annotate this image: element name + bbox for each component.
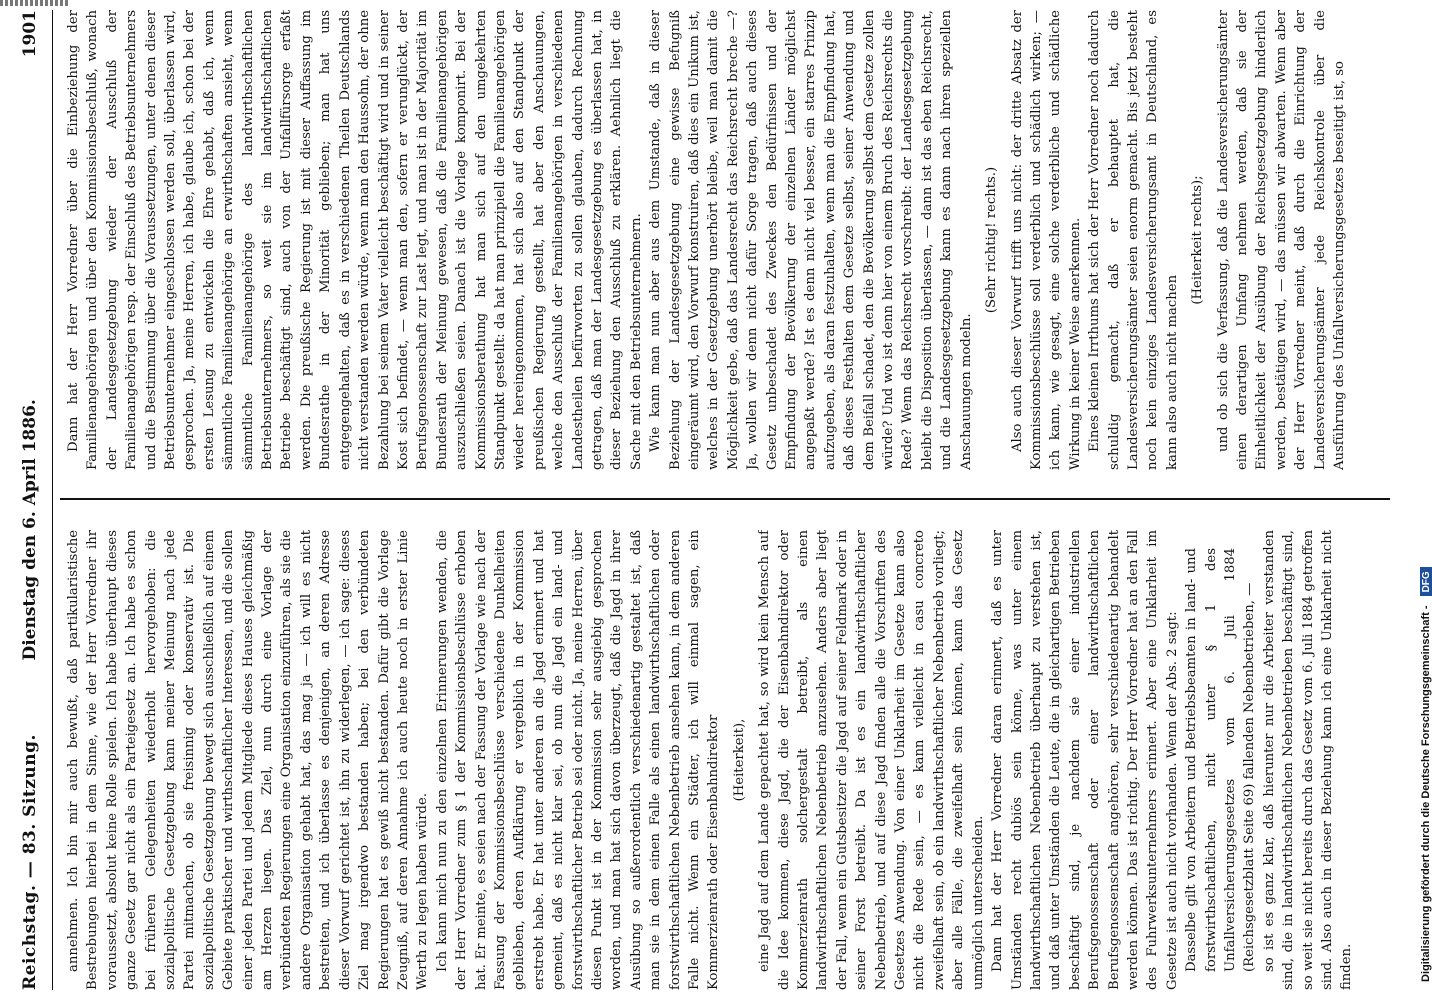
- quoted-law-text: Dasselbe gilt von Arbeitern und Betriebsbeamten in land- und forstwirthschaftlichen, nicht unter § 1 des Unfallversicherungsgesetzes vom 6. Juli 1884 (Reichsgesetzblatt Seite 69) fallenden Nebenbetrieben, —: [1184, 548, 1258, 972]
- paragraph: Dann hat der Herr Vorredner daran erinnert, daß es unter Umständen recht dubiös sein könne, was unter einem landwirthschaftlichen Nebenbetrieb überhaupt zu verstehen ist, und daß unter Umständen die Leute, die in gleichartigen Betrieben beschäftigt sind, je nachdem sie einer industriellen Berufsgenossenschaft oder einer landwirthschaftlichen Berufsgenossenschaft angehören, sehr verschiedenartig behandelt werden können. Das ist richtig. Der Herr Vorredner hat an den Fall des Fuhrwerksunternehmers erinnert. Aber eine Unklarheit im Gesetze ist auch nicht vorhanden. Wenn der Abs. 2 sagt:: [990, 530, 1180, 990]
- right-column: [64, 10, 1384, 470]
- page-number: 1901: [20, 10, 40, 58]
- interjection: (Heiterkeit),: [731, 718, 747, 802]
- interjection: (Heiterkeit rechts);: [1190, 175, 1206, 305]
- paragraph: Ich kann mich nun zu den einzelnen Erinnerungen wenden, die der Herr Vorredner zum § 1 der Kommissionsbeschlüsse erhoben hat. Er meinte, es seien nach der Fassung der Vorlage wie nach der Fassung der Kommissionsbeschlüsse verschiedene Dunkelheiten geblieben, deren Aufklärung er vergeblich in der Kommission erstrebt habe. Er hat unter anderen an die Jagd erinnert und hat gemeint, daß es nicht klar sei, ob nun die Jagd ein land- und forstwirthschaftlicher Betrieb sei oder nicht. Ja, meine Herren, über diesen Punkt ist in der Kommission sehr ausgiebig gesprochen worden, und man hat sich davon überzeugt, daß die Jagd in ihrer Ausübung so außerordentlich verschiedenartig gestaltet ist, daß man sie in dem einen Falle als einen landwirthschaftlichen oder forstwirthschaftlichen Nebenbetrieb ansehen kann, in dem anderen Falle nicht. Wenn ein Städter, ich will einmal sagen, ein Kommerzienrath oder Eisenbahndirektor: [434, 530, 722, 990]
- header-session: Reichstag. — 83. Sitzung.: [20, 734, 40, 990]
- paragraph: eine Jagd auf dem Lande gepachtet hat, so wird kein Mensch auf die Idee kommen, diese Jagd, die der Eisenbahndirektor oder Kommerzienrath solchergestalt betreibt, als einen landwirthschaftlichen Nebenbetrieb anzusehen. Anders aber liegt der Fall, wenn ein Gutsbesitzer die Jagd auf seiner Feldmark oder in seiner Forst betreibt. Da ist es ein landwirthschaftlicher Nebenbetrieb, und auf diese Jagd finden alle die Vorschriften des Gesetzes Anwendung. Von einer Unklarheit im Gesetze kann also nicht die Rede sein, — es kann vielleicht in casu concreto zweifelhaft sein, ob ein landwirthschaftlicher Nebenbetrieb vorliegt; aber alle Fälle, die zweifelhaft sein können, kann das Gesetz unmöglich unterscheiden.: [757, 530, 986, 990]
- paragraph: so ist es ganz klar, daß hierunter nur die Arbeiter verstanden sind, die in landwirthschaftlichen Nebenbetrieben beschäftigt sind, so weit sie nicht bereits durch das Gesetz vom 6. Juli 1884 getroffen sind. Also auch in dieser Beziehung kann ich eine Unklarheit nicht finden.: [1261, 530, 1355, 990]
- header-date: Dienstag den 6. April 1886.: [20, 399, 40, 661]
- left-column: [64, 530, 1384, 990]
- dfg-logo: DFG: [1420, 567, 1432, 596]
- interjection: (Sehr richtig! rechts.): [984, 166, 1000, 314]
- paragraph: und ob sich die Verfassung, daß die Landesversicherungsämter einen derartigen Umfang nehmen werden, daß sie der Einheitlichkeit der Ausübung der Reichsgesetzgebung hinderlich werden, bestätigen wird, — das müssen wir abwarten. Wenn aber der Herr Vorredner meint, daß durch die Einrichtung der Landesversicherungsämter jede Reichskontrole über die Ausführung des Unfallversicherungsgesetzes beseitigt ist, so: [1215, 10, 1347, 470]
- digitization-notice: [1420, 2, 1432, 982]
- document-page: [12, 10, 1402, 990]
- digitization-notice-text: Digitalisierung gefördert durch die Deutsche Forschungsgemeinschaft -: [1420, 605, 1432, 982]
- paragraph: Wie kann man nun aber aus dem Umstande, daß in dieser Beziehung der Landesgesetzgebung eine gewisse Befugniß eingeräumt wird, den Vorwurf konstruiren, daß dies ein Unikum ist, welches in der Gesetzgebung unerhört bleibe, weil man damit die Möglichkeit gebe, daß das Landesrecht das Reichsrecht breche —? Ja, wollen wir denn nicht dafür Sorge tragen, daß auch dieses Gesetz unbeschadet des Zweckes den Bedürfnissen und der Empfindung der Bevölkerung der einzelnen Länder möglichst angepaßt werde? Ist es denn nicht viel besser, ein starres Prinzip aufzugeben, als daran festzuhalten, wenn man die Empfindung hat, daß dieses Festhalten dem Gesetze selbst, seiner Anwendung und dem Beifall schadet, den die Bevölkerung selbst dem Gesetze zollen würde? Und wo ist denn hier von einem Bruch des Reichsrechts die Rede? Wenn das Reichsrecht vorschreibt: der Landesgesetzgebung bleibt die Disposition überlassen, — dann ist das eben Reichsrecht, und die Landesgesetzgebung kann es dann nach ihren speziellen Anschauungen modeln.: [648, 10, 974, 470]
- paragraph: Also auch dieser Vorwurf trifft uns nicht: der dritte Absatz der Kommissionsbeschlüsse soll verderblich und schädlich wirken; — ich kann, wie gesagt, eine solche verderbliche und schädliche Wirkung in keiner Weise anerkennen.: [1009, 10, 1083, 470]
- paragraph: annehmen. Ich bin mir auch bewußt, daß partikularistische Bestrebungen hierbei in dem Sinne, wie der Herr Vorredner ihr voraussetzt, absolut keine Rolle spielen. Ich habe überhaupt dieses ganze Gesetz gar nicht als ein Parteigesetz an. Ich habe es schon bei früheren Gelegenheiten wiederholt hervorgehoben: die sozialpolitische Gesetzgebung kann meiner Meinung nach jede Partei mitmachen, ob sie freisinnig oder konservativ ist. Die sozialpolitische Gesetzgebung bewegt sich ausschließlich auf einem Gebiete praktischer und wirthschaftlicher Interessen, und die sollen einer jeden Partei und jedem Mitgliede dieses Hauses gleichmäßig am Herzen liegen. Das Ziel, nun durch eine Vorlage der verbündeten Regierungen eine Organisation einzuführen, als sie die andere Organisation gehabt hat, das mag ja — ich will es nicht bestreiten, und ich überlasse es denjenigen, an deren Adresse dieser Vorwurf gerichtet ist, ihn zu widerlegen, — ich sage: dieses Ziel mag irgendwo bestanden haben; bei den verbündeten Regierungen hat es gewiß nicht bestanden. Dafür gibt die Vorlage Zeugniß, auf deren Annahme ich auch heute noch in erster Linie Werth zu legen haben würde.: [66, 530, 431, 990]
- paragraph: Dann hat der Herr Vorredner über die Einbeziehung der Familienangehörigen und über den Kommissionsbeschluß, wonach der Landesgesetzgebung wieder der Ausschluß der Familienangehörigen resp. der Einschluß des Betriebsunternehmers und die Bestimmung über die Voraussetzungen, unter denen dieser Betriebsunternehmer eingeschlossen werden soll, überlassen wird, gesprochen. Ja, meine Herren, ich habe, glaube ich, schon bei der ersten Lesung zu entwickeln die Ehre gehabt, daß ich, wenn sämmtliche Familienangehörige an erwirthschaften ansieht, wenn sämmtliche Familienangehörige des landwirthschaftlichen Betriebsunternehmers, so weit sie im landwirthschaftlichen Betriebe beschäftigt sind, auch von der Unfallfürsorge erfaßt werden. Die preußische Regierung ist mit dieser Auffassung im Bundesrathe in der Minorität geblieben; man hat uns entgegengehalten, daß es in verschiedenen Theilen Deutschlands nicht verstanden werden würde, wenn man den Haussohn, der ohne Bezahlung bei seinem Vater vielleicht beschäftigt wird und in seiner Kost sich befindet, — wenn man den, sofern er verunglückt, der Berufsgenossenschaft zur Last legt, und man ist in der Majorität im Bundesrath der Meinung gewesen, daß die Familienangehörigen auszuschließen seien. Danach ist die Vorlage komponirt. Bei der Kommissionsberathung hat man sich auf den umgekehrten Standpunkt gestellt: da hat man prinzipiell die Familienangehörigen wieder hereingenommen, hat sich also auf den Standpunkt der preußischen Regierung gestellt, hat aber den Anschauungen, welche den Ausschluß der Familienangehörigen in verschiedenen Landestheilen befürworten zu sollen glauben, dadurch Rechnung getragen, daß man der Landesgesetzgebung es überlassen hat, in dieser Beziehung den Ausschluß zu erklären. Aehnlich liegt die Sache mit den Betriebsunternehmern.: [66, 10, 644, 470]
- page-header: [12, 10, 53, 990]
- header-date-group: [20, 10, 40, 661]
- column-divider: [60, 499, 1390, 501]
- scan-artifact-strip: [0, 0, 70, 6]
- paragraph: Eines kleinen Irrthums hat sich der Herr Vorredner noch dadurch schuldig gemacht, daß er behauptet hat, die Landesversicherungsämter seien enorm gemacht. Bis jetzt besteht noch kein einziges Landesversicherungsamt in Deutschland, es kann also auch nicht machen: [1087, 10, 1180, 470]
